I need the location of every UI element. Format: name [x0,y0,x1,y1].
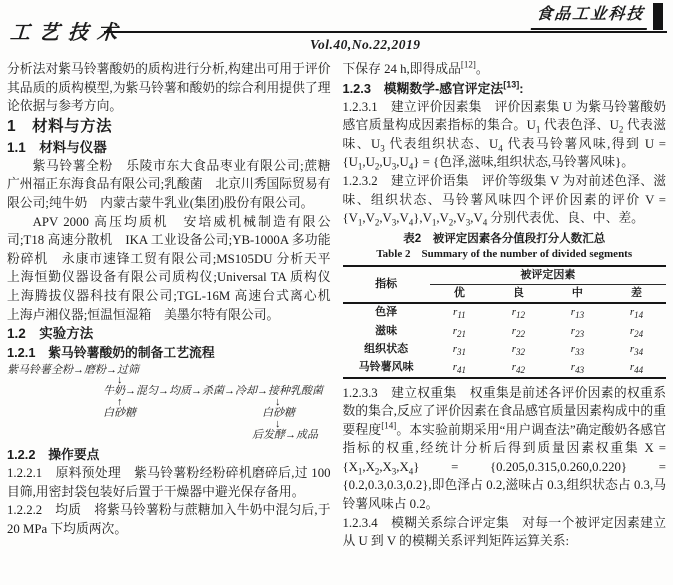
heading-1-2-3: 1.2.3 模糊数学-感官评定法[13]: [342,79,524,96]
table-header-group: 被评定因素 [430,266,666,285]
heading-1: 1 材料与方法 [7,117,113,135]
table-2 [343,265,667,379]
table-cell: $r_{21}$ [452,324,466,339]
masthead [0,0,673,58]
materials-paragraph: 紫马铃薯全粉 乐陵市东大食品枣业有限公司;蔗糖 广州福正东海食品有限公司;乳酸菌 北京川秀国际贸易有限公司;纯牛奶 内蒙古蒙牛乳业(集团)股份有限公司。 [7,158,344,210]
flow-step-powder: 紫马铃薯全粉→磨粉→过筛 [7,364,139,377]
paragraph-1-2-3-4: 1.2.3.4 模糊关系综合评定集 对每一个被评定因素建立从 U 到 V 的模糊关系评判矩阵运算关系: [342,515,666,549]
flow-step-milk-line: 牛奶→混匀→均质→杀菌→冷却→接种乳酸菌 [103,385,323,398]
table-row-label: 马铃薯风味 [358,360,414,373]
flow-step-product: 后发酵→成品 [252,429,318,442]
article-body [0,58,673,551]
table-cell: $r_{13}$ [570,306,585,321]
instruments-paragraph: APV 2000 高压均质机 安培威机械制造有限公司;T18 高速分散机 IKA 工业设备公司;YB-1000A 多功能粉碎机 永康市速锋工贸有限公司;MS105DU 分析天平 上海恒勤仪器设备有限公司质构仪;Universal TA 质构仪 上海腾拔仪器科技有限公司;TGL-16M 高速台式离心机 上海卢湘仪器;恒温恒湿箱 美墨尔特有限公司。 [7,214,344,322]
heading-1-1: 1.1 材料与仪器 [7,139,107,155]
table-header-index: 指标 [343,266,430,303]
table-cell: $r_{11}$ [453,306,466,321]
table-row [343,322,667,340]
table-cell: $r_{12}$ [511,306,526,321]
table-subheader: 良 [489,284,548,303]
table-cell: $r_{31}$ [452,342,466,357]
table-cell: $r_{23}$ [570,324,585,339]
process-flowchart [7,364,331,444]
issue-info: Vol.40,No.22,2019 [310,37,421,52]
heading-1-2-2: 1.2.2 操作要点 [7,447,100,463]
table-cell: $r_{14}$ [629,306,644,321]
paragraph-1-2-3-2: 1.2.3.2 建立评价语集 评价等级集 V 为对前述色泽、滋味、组织状态、马铃薯风味四个评价因素的评价 $V = \{V_1,V_2,V_3,V_4\},V_1,V_2,V_3,V_4$ 分别代表优、良、中、差。 [342,173,666,228]
heading-1-2-1: 1.2.1 紫马铃薯酸奶的制备工艺流程 [7,345,215,361]
table-subheader: 优 [430,284,489,303]
table-cell: $r_{33}$ [570,342,585,357]
arrow-down-icon: ↓ [275,418,281,431]
journal-name: 食品工业科技 [531,6,649,30]
table-cell: $r_{32}$ [511,342,526,357]
paragraph-1-2-2-2: 1.2.2.2 均质 将紫马铃薯粉与蔗糖加入牛奶中混匀后,于 20 MPa 下均质两次。 [7,503,331,536]
table-row [343,358,667,377]
left-column [7,60,344,551]
paragraph-1-2-3-1: 1.2.3.1 建立评价因素集 评价因素集 U 为紫马铃薯酸奶感官质量构成因素指标的集合。$U_1$ 代表色泽、$U_2$ 代表滋味、$U_3$ 代表组织状态、$U_4$ 代表马铃薯风味,得到 $U = \{U_1,U_2,U_3,U_4\}$ = {色泽,滋味,组织状态,马铃薯风味}。 [342,99,666,172]
table-row-label: 色泽 [375,306,398,319]
table-2-block [343,232,667,379]
paragraph-1-2-3-3: 1.2.3.3 建立权重集 权重集是前述各评价因素的权重系数的集合,反应了评价因素在食品感官质量因素构成中的重要程度[14]。本实验前期采用“用户调查法”确定酸奶各感官指标的权重,经统计分析后得到质量因素权重集 $X = \{X_1,X_2,X_3,X_4\} = \{0.205,0.315,0.260,0.220\} = \{0.2,0.3,0.3,0.2\}$,即色泽占 0.2,滋味占 0.3,组织状态占 0.3,马铃薯风味占 0.2。 [342,385,666,512]
right-column [343,60,667,551]
header-rule [104,31,667,33]
table-subheader: 中 [548,284,607,303]
table-header [343,266,667,303]
table-cell: $r_{44}$ [629,360,644,376]
arrow-up-icon: ↑ [117,396,123,409]
arrow-down-icon: ↓ [117,374,123,387]
table-row-label: 滋味 [375,324,398,337]
table-cell: $r_{24}$ [629,324,644,339]
table-row-label: 组织状态 [364,342,409,355]
table-cell: $r_{41}$ [452,360,466,376]
flow-input-sugar-right: 白砂糖 [262,407,295,420]
table-caption-en: Table 2 Summary of the number of divided segments [376,247,633,260]
continuation-paragraph: 下保存 24 h,即得成品[12]。 [342,59,489,76]
paragraph-1-2-2-1: 1.2.2.1 原料预处理 紫马铃薯粉经粉碎机磨碎后,过 100 目筛,用密封袋包装好后置于干燥器中避光保存备用。 [7,466,331,499]
section-label: 工艺技术 [9,22,127,44]
table-caption-cn: 表2 被评定因素各分值段打分人数汇总 [403,232,606,245]
table-row [343,303,667,322]
arrow-down-icon: ↓ [275,396,281,409]
table-cell: $r_{34}$ [629,342,644,357]
journal-logo-bar [653,3,663,30]
journal-logo [532,3,663,30]
table-body [343,303,667,378]
heading-1-2: 1.2 实验方法 [7,326,94,342]
table-cell: $r_{42}$ [511,360,526,376]
table-cell: $r_{43}$ [570,360,585,376]
table-subheader: 差 [607,284,666,303]
table-row [343,340,667,358]
intro-paragraph: 分析法对紫马铃薯酸奶的质构进行分析,构建出可用于评价其品质的质构模型,为紫马铃薯和酸奶的综合利用提供了理论依据与参考方向。 [7,62,331,114]
table-cell: $r_{22}$ [511,324,526,339]
flow-input-sugar-left: 白砂糖 [103,407,136,420]
